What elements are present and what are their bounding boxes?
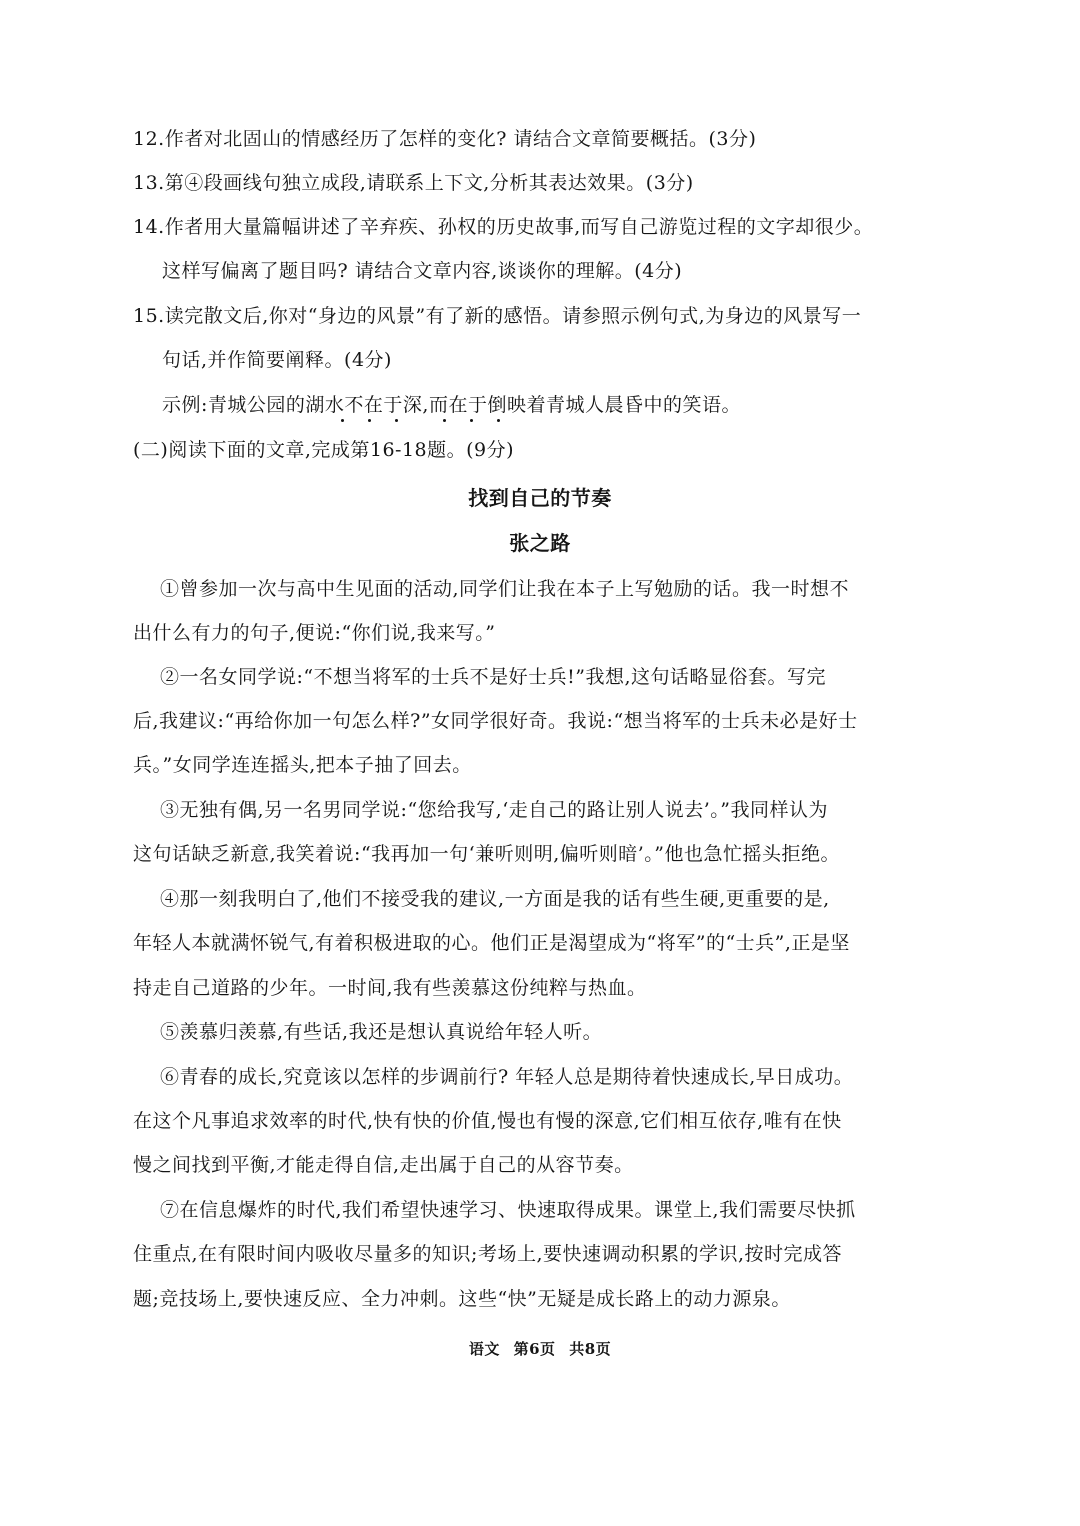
article-line: 年轻人本就满怀锐气,有着积极进取的心。他们正是渴望成为“将军”的“士兵”,正是坚: [133, 932, 850, 954]
emphasis-dot: [341, 419, 344, 422]
article-line: ①曾参加一次与高中生见面的活动,同学们让我在本子上写勉励的话。我一时想不: [160, 578, 850, 600]
footer-page-number: 第6页: [513, 1340, 556, 1358]
article-title: 找到自己的节奏: [468, 486, 612, 510]
emphasis-dot: [443, 419, 446, 422]
emphasis-dot: [368, 419, 371, 422]
article-line: ③无独有偶,另一名男同学说:“您给我写,‘走自己的路让别人说去’。”我同样认为: [160, 799, 828, 821]
emphasis-dot: [497, 419, 500, 422]
article-line: 后,我建议:“再给你加一句怎么样?”女同学很好奇。我说:“想当将军的士兵未必是好士: [133, 710, 858, 732]
article-line: 出什么有力的句子,便说:“你们说,我来写。”: [133, 622, 496, 644]
page-footer: [0, 1338, 1080, 1359]
example-sentence: 示例:青城公园的湖水不在于深,而在于倒映着青城人晨昏中的笑语。: [162, 394, 741, 416]
article-line: ②一名女同学说:“不想当将军的士兵不是好士兵!”我想,这句话略显俗套。写完: [160, 666, 827, 688]
article-line: 持走自己道路的少年。一时间,我有些羡慕这份纯粹与热血。: [133, 977, 647, 999]
emphasis-dot: [395, 419, 398, 422]
article-line: 这句话缺乏新意,我笑着说:“我再加一句‘兼听则明,偏听则暗’。”他也急忙摇头拒绝。: [133, 843, 840, 865]
article-line: 在这个凡事追求效率的时代,快有快的价值,慢也有慢的深意,它们相互依存,唯有在快: [133, 1110, 842, 1132]
question-15-line-2: 句话,并作简要阐释。(4分): [162, 349, 392, 371]
article-line: ⑤羡慕归羡慕,有些话,我还是想认真说给年轻人听。: [160, 1021, 603, 1043]
question-14-line-1: 14.作者用大量篇幅讲述了辛弃疾、孙权的历史故事,而写自己游览过程的文字却很少。: [133, 216, 874, 238]
emphasis-dots: [0, 419, 1080, 425]
footer-total-pages: 共8页: [569, 1340, 612, 1358]
question-12: 12.作者对北固山的情感经历了怎样的变化? 请结合文章简要概括。(3分): [133, 128, 757, 150]
question-15-line-1: 15.读完散文后,你对“身边的风景”有了新的感悟。请参照示例句式,为身边的风景写一: [133, 305, 862, 327]
article-line: ⑥青春的成长,究竟该以怎样的步调前行? 年轻人总是期待着快速成长,早日成功。: [160, 1066, 854, 1088]
section-heading: (二)阅读下面的文章,完成第16-18题。(9分): [133, 439, 515, 461]
article-line: 住重点,在有限时间内吸收尽量多的知识;考场上,要快速调动积累的学识,按时完成答: [133, 1243, 843, 1265]
article-line: ⑦在信息爆炸的时代,我们希望快速学习、快速取得成果。课堂上,我们需要尽快抓: [160, 1199, 856, 1221]
emphasis-dot: [470, 419, 473, 422]
article-line: 兵。”女同学连连摇头,把本子抽了回去。: [133, 754, 472, 776]
question-13: 13.第④段画线句独立成段,请联系上下文,分析其表达效果。(3分): [133, 172, 694, 194]
footer-subject: 语文: [468, 1340, 500, 1358]
question-14-line-2: 这样写偏离了题目吗? 请结合文章内容,谈谈你的理解。(4分): [162, 260, 683, 282]
article-line: 题;竞技场上,要快速反应、全力冲刺。这些“快”无疑是成长路上的动力源泉。: [133, 1288, 791, 1310]
article-line: 慢之间找到平衡,才能走得自信,走出属于自己的从容节奏。: [133, 1154, 634, 1176]
article-author: 张之路: [509, 531, 571, 555]
article-line: ④那一刻我明白了,他们不接受我的建议,一方面是我的话有些生硬,更重要的是,: [160, 888, 830, 910]
